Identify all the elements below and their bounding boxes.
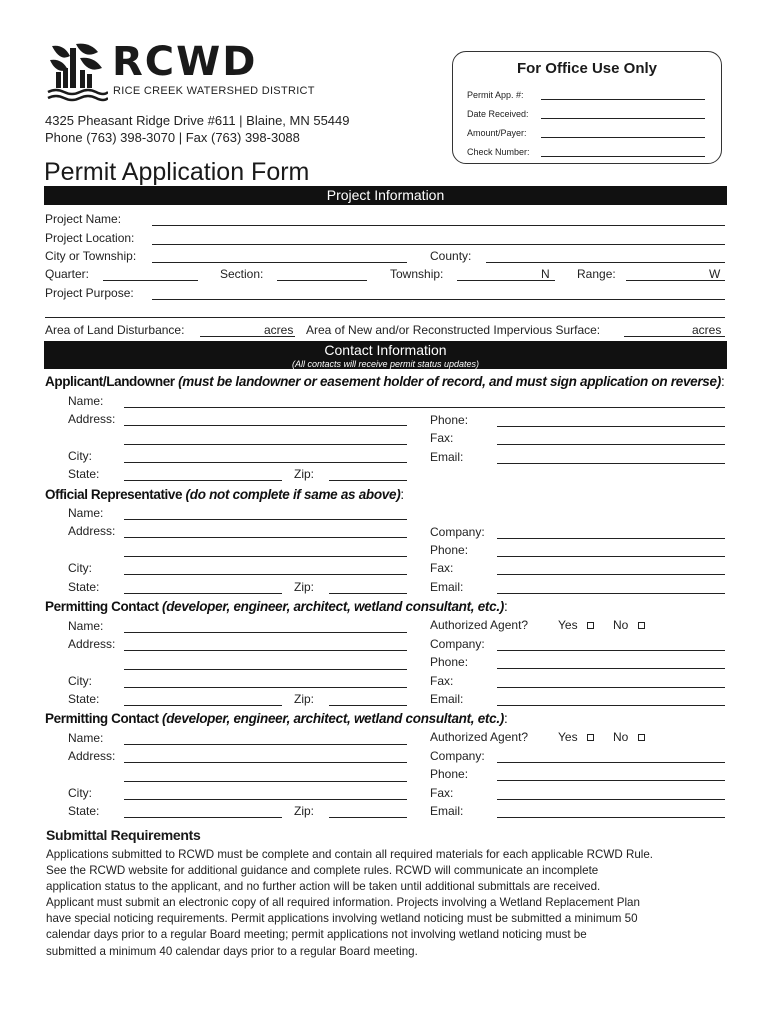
- permitting1-company-field[interactable]: [497, 650, 725, 651]
- project-location-label: Project Location:: [45, 231, 135, 245]
- official-email-label: Email:: [430, 580, 464, 594]
- official-address-field[interactable]: [124, 537, 407, 538]
- applicant-address-field-2[interactable]: [124, 444, 407, 445]
- applicant-phone-label: Phone:: [430, 413, 469, 427]
- submittal-line: Applicant must submit an electronic copy of all required information. Projects involving a Wetland Replacement Plan: [46, 896, 640, 910]
- contact-section-note: (All contacts will receive permit status updates): [44, 359, 727, 369]
- permitting-heading-title: Permitting Contact: [45, 599, 159, 614]
- permitting1-address-label: Address:: [68, 637, 116, 651]
- official-company-field[interactable]: [497, 538, 725, 539]
- applicant-fax-field[interactable]: [497, 444, 725, 445]
- permitting2-fax-field[interactable]: [497, 799, 725, 800]
- permitting-heading-1: [45, 598, 508, 615]
- official-phone-field[interactable]: [497, 556, 725, 557]
- official-heading-note: (do not complete if same as above): [182, 487, 401, 502]
- permitting2-address-label: Address:: [68, 749, 116, 763]
- permitting1-city-field[interactable]: [124, 687, 407, 688]
- permitting1-yes-label: Yes: [558, 618, 578, 632]
- permitting-heading-note: (developer, engineer, architect, wetland consultant, etc.): [158, 599, 504, 614]
- permitting2-fax-label: Fax:: [430, 786, 454, 800]
- quarter-field[interactable]: [103, 280, 198, 281]
- permitting2-phone-field[interactable]: [497, 780, 725, 781]
- permitting1-name-label: Name:: [68, 619, 104, 633]
- official-company-label: Company:: [430, 525, 485, 539]
- permitting1-address-field-2[interactable]: [124, 669, 407, 670]
- applicant-email-label: Email:: [430, 450, 464, 464]
- permitting1-name-field[interactable]: [124, 632, 407, 633]
- city-township-field[interactable]: [152, 262, 407, 263]
- submittal-line: have special noticing requirements. Permit applications involving wetland noticing must be submitted a minimum 50: [46, 912, 638, 926]
- land-disturbance-label: Area of Land Disturbance:: [45, 323, 185, 337]
- official-address-label: Address:: [68, 524, 116, 538]
- permitting1-zip-label: Zip:: [294, 692, 315, 706]
- permitting2-name-field[interactable]: [124, 744, 407, 745]
- submittal-title: Submittal Requirements: [46, 827, 201, 843]
- official-fax-field[interactable]: [497, 574, 725, 575]
- official-heading-title: Official Representative: [45, 487, 183, 502]
- section-label: Section:: [220, 267, 264, 281]
- permitting1-address-field[interactable]: [124, 650, 407, 651]
- permitting2-phone-label: Phone:: [430, 767, 469, 781]
- quarter-label: Quarter:: [45, 267, 90, 281]
- office-label-check: Check Number:: [467, 147, 530, 157]
- official-city-field[interactable]: [124, 574, 407, 575]
- submittal-line: See the RCWD website for additional guidance and complete rules. RCWD will communicate an incomplete: [46, 864, 599, 878]
- permitting-heading-colon: :: [503, 599, 508, 614]
- official-name-field[interactable]: [124, 519, 407, 520]
- applicant-heading-title: Applicant/Landowner: [45, 374, 175, 389]
- permitting2-authorized-label: Authorized Agent?: [430, 730, 529, 744]
- rcwd-logo-icon: [46, 42, 108, 104]
- permitting2-yes-checkbox[interactable]: [587, 734, 594, 741]
- official-heading: [45, 486, 404, 503]
- project-purpose-field-2[interactable]: [45, 317, 725, 318]
- land-disturbance-unit: acres: [264, 323, 294, 337]
- permitting1-no-checkbox[interactable]: [638, 622, 645, 629]
- applicant-heading-colon: :: [720, 374, 725, 389]
- project-name-field[interactable]: [152, 225, 725, 226]
- applicant-address-field[interactable]: [124, 425, 407, 426]
- permitting2-company-field[interactable]: [497, 762, 725, 763]
- official-zip-label: Zip:: [294, 580, 315, 594]
- page-title: Permit Application Form: [44, 158, 310, 186]
- applicant-state-field[interactable]: [124, 480, 282, 481]
- project-purpose-field[interactable]: [152, 299, 725, 300]
- official-address-field-2[interactable]: [124, 556, 407, 557]
- permitting2-zip-field[interactable]: [329, 817, 407, 818]
- official-email-field[interactable]: [497, 593, 725, 594]
- permitting-heading-title: Permitting Contact: [45, 711, 159, 726]
- submittal-line: calendar days prior to a regular Board meeting; permit applications not involving wetland noticing must be: [46, 928, 587, 942]
- official-state-label: State:: [68, 580, 100, 594]
- address-line: 4325 Pheasant Ridge Drive #611 | Blaine, MN 55449: [45, 113, 350, 128]
- permitting2-no-checkbox[interactable]: [638, 734, 645, 741]
- permitting1-state-field[interactable]: [124, 705, 282, 706]
- permitting2-email-field[interactable]: [497, 817, 725, 818]
- permitting2-address-field-2[interactable]: [124, 781, 407, 782]
- applicant-name-label: Name:: [68, 394, 104, 408]
- office-use-title: For Office Use Only: [516, 60, 658, 77]
- office-permit-field[interactable]: [541, 99, 705, 100]
- range-suffix: W: [709, 267, 721, 281]
- county-field[interactable]: [486, 262, 725, 263]
- permitting2-state-label: State:: [68, 804, 100, 818]
- project-section-header: Project Information: [44, 186, 727, 205]
- permitting2-name-label: Name:: [68, 731, 104, 745]
- permitting2-yes-label: Yes: [558, 730, 578, 744]
- applicant-state-label: State:: [68, 467, 100, 481]
- permitting2-address-field[interactable]: [124, 762, 407, 763]
- official-name-label: Name:: [68, 506, 104, 520]
- official-state-field[interactable]: [124, 593, 282, 594]
- permitting-heading-note: (developer, engineer, architect, wetland consultant, etc.): [158, 711, 504, 726]
- office-date-field[interactable]: [541, 118, 705, 119]
- office-amount-field[interactable]: [541, 137, 705, 138]
- permitting1-company-label: Company:: [430, 637, 485, 651]
- official-city-label: City:: [68, 561, 92, 575]
- org-name: RICE CREEK WATERSHED DISTRICT: [113, 85, 315, 97]
- city-township-label: City or Township:: [45, 249, 137, 263]
- office-label-amount: Amount/Payer:: [467, 128, 527, 138]
- impervious-label: Area of New and/or Reconstructed Impervious Surface:: [306, 323, 601, 337]
- official-heading-colon: :: [400, 487, 405, 502]
- permitting-heading-colon: :: [503, 711, 508, 726]
- office-use-box: [452, 51, 722, 164]
- permitting2-no-label: No: [613, 730, 629, 744]
- official-zip-field[interactable]: [329, 593, 407, 594]
- permitting1-zip-field[interactable]: [329, 705, 407, 706]
- permitting1-no-label: No: [613, 618, 629, 632]
- official-phone-label: Phone:: [430, 543, 469, 557]
- permitting2-company-label: Company:: [430, 749, 485, 763]
- permitting1-yes-checkbox[interactable]: [587, 622, 594, 629]
- permitting2-city-field[interactable]: [124, 799, 407, 800]
- section-field[interactable]: [277, 280, 367, 281]
- applicant-heading: [45, 373, 725, 390]
- official-fax-label: Fax:: [430, 561, 454, 575]
- submittal-line: submitted a minimum 40 calendar days prior to a regular Board meeting.: [46, 944, 418, 958]
- permitting1-phone-field[interactable]: [497, 668, 725, 669]
- permitting1-authorized-label: Authorized Agent?: [430, 618, 529, 632]
- project-location-field[interactable]: [152, 244, 725, 245]
- applicant-name-field[interactable]: [124, 407, 725, 408]
- office-label-permit: Permit App. #:: [467, 90, 524, 100]
- permitting1-city-label: City:: [68, 674, 92, 688]
- permitting2-zip-label: Zip:: [294, 804, 315, 818]
- phone-fax-line: Phone (763) 398-3070 | Fax (763) 398-3088: [45, 130, 300, 145]
- applicant-fax-label: Fax:: [430, 431, 454, 445]
- contact-section-header: Contact Information: [44, 341, 727, 360]
- range-label: Range:: [577, 267, 616, 281]
- permitting1-email-field[interactable]: [497, 705, 725, 706]
- township-suffix: N: [541, 267, 550, 281]
- submittal-body: [46, 847, 726, 960]
- applicant-zip-field[interactable]: [329, 480, 407, 481]
- applicant-phone-field[interactable]: [497, 426, 725, 427]
- county-label: County:: [430, 249, 472, 263]
- project-name-label: Project Name:: [45, 212, 122, 226]
- permitting2-email-label: Email:: [430, 804, 464, 818]
- permitting2-city-label: City:: [68, 786, 92, 800]
- permitting-heading-2: [45, 710, 508, 727]
- permitting2-state-field[interactable]: [124, 817, 282, 818]
- logo-wordmark: RCWD: [112, 39, 258, 85]
- permitting1-state-label: State:: [68, 692, 100, 706]
- applicant-city-field[interactable]: [124, 462, 407, 463]
- applicant-address-label: Address:: [68, 412, 116, 426]
- applicant-city-label: City:: [68, 449, 92, 463]
- permitting1-phone-label: Phone:: [430, 655, 469, 669]
- project-purpose-label: Project Purpose:: [45, 286, 134, 300]
- applicant-zip-label: Zip:: [294, 467, 315, 481]
- township-label: Township:: [390, 267, 444, 281]
- permitting1-email-label: Email:: [430, 692, 464, 706]
- office-label-date: Date Received:: [467, 109, 529, 119]
- submittal-line: application status to the applicant, and no further action will be taken until additional submittals are received.: [46, 880, 601, 894]
- permitting1-fax-label: Fax:: [430, 674, 454, 688]
- submittal-line: Applications submitted to RCWD must be complete and contain all required materials for each applicable RCWD Rule.: [46, 848, 654, 861]
- applicant-email-field[interactable]: [497, 463, 725, 464]
- impervious-unit: acres: [692, 323, 722, 337]
- permitting1-fax-field[interactable]: [497, 687, 725, 688]
- office-check-field[interactable]: [541, 156, 705, 157]
- applicant-heading-note: (must be landowner or easement holder of record, and must sign application on reverse): [174, 374, 721, 389]
